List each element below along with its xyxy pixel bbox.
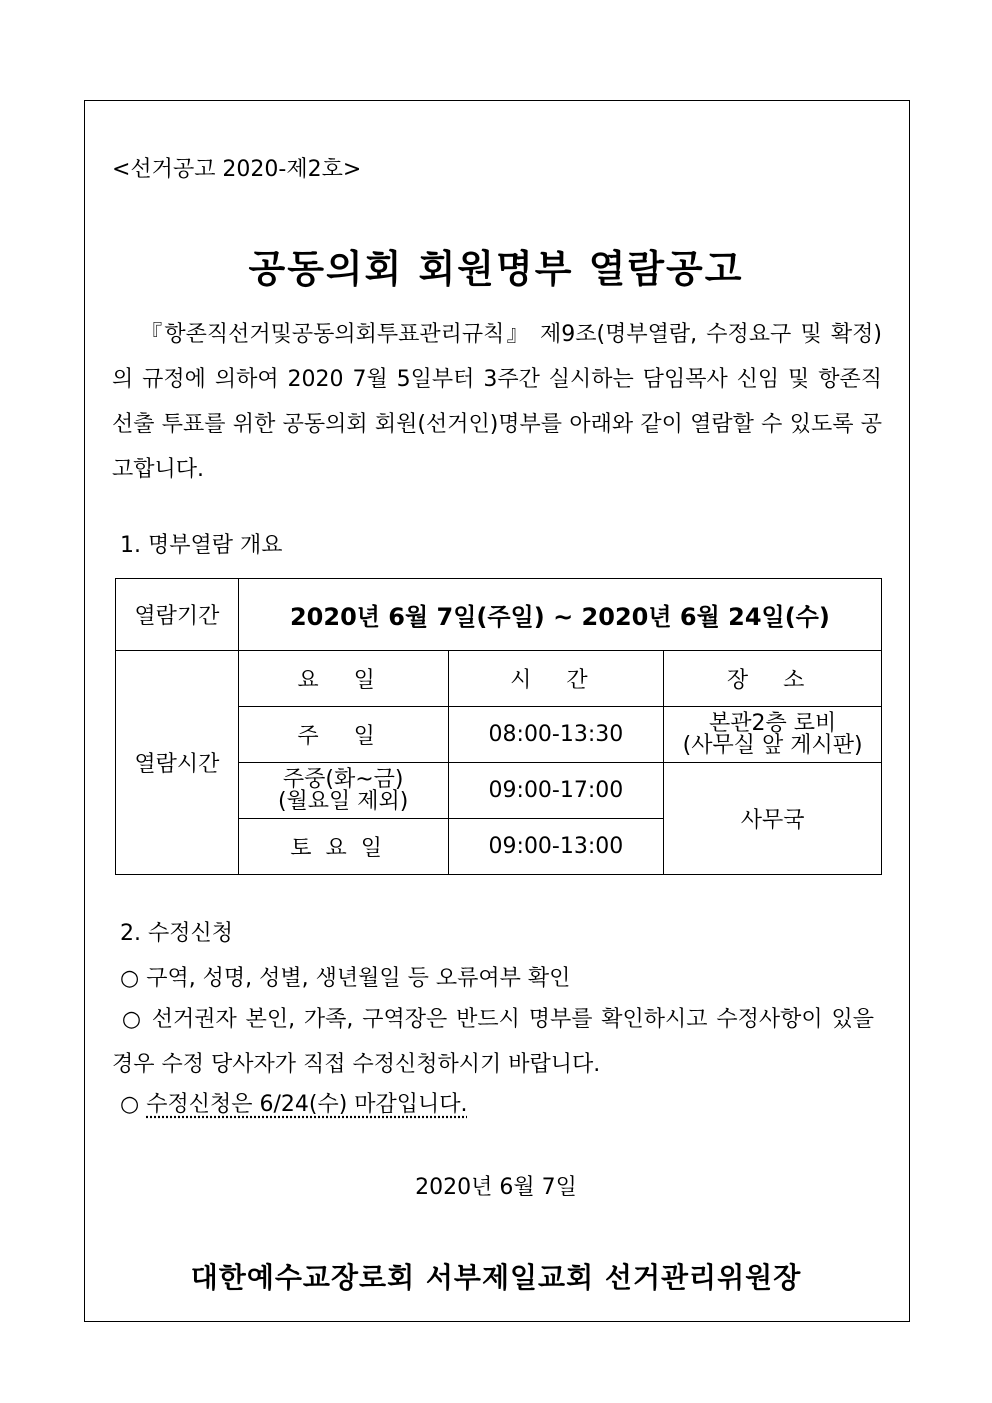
place-cell: 사무국	[664, 763, 882, 875]
column-header-place: 장 소	[664, 651, 882, 707]
circle-bullet-icon: ○	[120, 1092, 140, 1117]
day-line: 주중(화~금)	[282, 766, 404, 792]
correction-item: ○ 구역, 성명, 성별, 생년월일 등 오류여부 확인	[120, 966, 571, 991]
notice-number: <선거공고 2020-제2호>	[112, 157, 362, 182]
day-line: (월요일 제외)	[277, 788, 409, 814]
column-header-day: 요 일	[238, 651, 448, 707]
day-cell	[238, 763, 448, 819]
section2-heading: 2. 수정신청	[120, 921, 233, 946]
page-title: 공동의회 회원명부 열람공고	[248, 247, 744, 291]
period-value: 2020년 6월 7일(주일) ~ 2020년 6월 24일(수)	[238, 579, 881, 651]
time-cell: 09:00-17:00	[448, 763, 664, 819]
table-row	[116, 579, 882, 651]
place-line: 본관2층 로비	[709, 710, 837, 736]
hours-label: 열람시간	[116, 651, 239, 875]
intro-paragraph	[112, 312, 882, 492]
place-cell	[664, 707, 882, 763]
signature: 대한예수교장로회 서부제일교회 선거관리위원장	[190, 1261, 802, 1294]
correction-item-text: ○ 선거권자 본인, 가족, 구역장은 반드시 명부를 확인하시고 수정사항이 있을 경우 수정 당사자가 직접 수정신청하시기 바랍니다.	[112, 1007, 874, 1077]
table-header-row	[116, 651, 882, 707]
day-cell: 토요일	[238, 819, 448, 875]
time-cell: 09:00-13:00	[448, 819, 664, 875]
period-label: 열람기간	[116, 579, 239, 651]
notice-date: 2020년 6월 7일	[415, 1175, 577, 1200]
correction-item	[112, 997, 874, 1087]
correction-item	[120, 1082, 468, 1127]
section1-heading: 1. 명부열람 개요	[120, 533, 283, 558]
intro-text: 『항존직선거및공동의회투표관리규칙』 제9조(명부열람, 수정요구 및 확정)의 규정에 의하여 2020 7월 5일부터 3주간 실시하는 담임목사 신임 및 항존직 선출 투표를 위한 공동의회 회원(선거인)명부를 아래와 같이 열람할 수 있도록 공고합니다.	[112, 322, 882, 482]
day-cell: 주 일	[238, 707, 448, 763]
place-line: (사무실 앞 게시판)	[682, 732, 863, 758]
column-header-time: 시 간	[448, 651, 664, 707]
viewing-schedule-table	[115, 578, 882, 875]
time-cell: 08:00-13:30	[448, 707, 664, 763]
deadline-text: 수정신청은 6/24(수) 마감입니다.	[146, 1092, 468, 1117]
